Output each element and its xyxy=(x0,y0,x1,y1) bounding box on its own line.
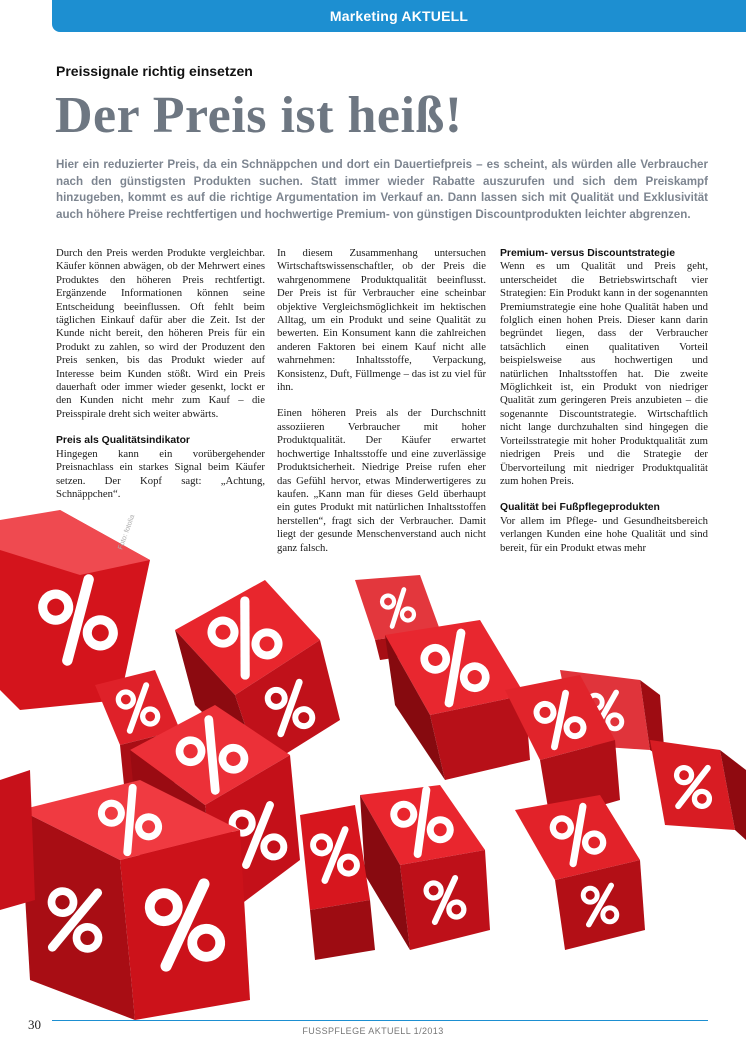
photo-credit: Foto: fotolia xyxy=(117,513,137,551)
subheading: Preis als Qualitätsindikator xyxy=(56,435,190,447)
footer-rule xyxy=(52,1020,708,1021)
subheading: Premium- versus Discountstrategie xyxy=(500,248,675,259)
paragraph: In diesem Zusammenhang untersuchen Wirtschaftswissenschaftler, ob der Preis die wahrgenommene Produktqualität beeinflusst. Der Preis ist für Verbraucher eine scheinbar objektive Vergleichsmöglichkeit im hektischen Alltag, um ein Produkt und seine Qualität zu bewerten. Ein Konsument kann die zahlreichen anderen Faktoren bei einem Kauf nicht alle wahrnehmen: Inhaltsstoffe, Verpackung, Konsistenz, Duft, Füllmenge – das ist zu viel für ihn. xyxy=(277,247,486,394)
paragraph: Vor allem im Pflege- und Gesundheitsbereich verlangen Kunden eine hohe Qualität und sind bereit, für ein Produkt etwas mehr xyxy=(500,514,708,554)
cube xyxy=(0,770,35,910)
subheading: Qualität bei Fußpflegeprodukten xyxy=(500,502,660,514)
cube xyxy=(515,795,645,950)
cube xyxy=(650,740,746,840)
article-lead: Hier ein reduzierter Preis, da ein Schnäppchen und dort ein Dauertiefpreis – es scheint, als würden alle Verbraucher nach den günstigsten Produkten suchen. Statt immer wieder Rabatte auszurufen und sich dem Preiskampf hinzugeben, kommt es auf die richtige Argumentation im Verkauf an. Dann lassen sich mit Qualität und Exklusivität auch höhere Preise rechtfertigen und hochwertige Premium- von günstigen Discountprodukten leichter abgrenzen. xyxy=(56,158,708,221)
publication-footer: FUSSPFLEGE AKTUELL 1/2013 xyxy=(302,1026,444,1036)
cube xyxy=(360,785,490,950)
paragraph: Wenn es um Qualität und Preis geht, unterscheidet die Betriebswirtschaft vier Strategien: Ein Produkt kann in der sogenannten Premiumstrategie eine hohe Qualität haben und folglich einen hohen Preis. Dieser kann darin begründet liegen, dass der Verbraucher tatsächlich einen qualitativen Vorteil beispielsweise aus hochwertigen und natürlichen Inhaltsstoffen hat. Die zweite Möglichkeit ist, ein Produkt von niedriger Qualität zum geringeren Preis anzubieten – die sogenannte Discountstrategie. Wirtschaftlich nicht lange durchzuhalten sind hingegen die Vorteilsstrategie mit hoher Produktqualität zum niedrigen Preis und die Strategie der Übervorteilung mit niedriger Produktqualität zum hohen Preis. xyxy=(500,260,708,487)
text-column-1 xyxy=(56,247,265,514)
cube xyxy=(385,620,530,780)
article-headline: Der Preis ist heiß! xyxy=(55,87,463,144)
section-header-bar xyxy=(52,0,746,32)
paragraph: Einen höheren Preis als der Durchschnitt assoziieren Verbraucher mit hoher Produktqualität. Der Käufer erwartet hochwertige Inhaltsstoffe und eine zuverlässige Produktsicherheit. Niedrige Preise rufen eher das Gefühl hervor, etwas Minderwertigeres zu kaufen. „Kann man für dieses Geld überhaupt ein gutes Produkt mit natürlichen Inhaltsstoffen herstellen“, fragt sich der Verbraucher. Damit liegt der gesunde Menschenverstand auch nicht ganz falsch. xyxy=(277,407,486,554)
percent-cubes-illustration xyxy=(0,480,746,1020)
section-title: Marketing AKTUELL xyxy=(329,8,469,24)
article-kicker: Preissignale richtig einsetzen xyxy=(56,63,253,79)
paragraph: Durch den Preis werden Produkte vergleichbar. Käufer können abwägen, ob der Mehrwert eines Produktes den höheren Preis rechtfertigt. Ergänzende Informationen können seine Entscheidung beeinflussen. Oft fehlt beim täglichen Einkauf dafür aber die Zeit. Ist der Kunde nicht bereit, den höheren Preis für ein Produkt zu zahlen, so wird der Produzent den Preis senken, bis das Produkt wieder auf Interesse beim Kunden stößt. Wird ein Preis dauerhaft oder immer wieder gesenkt, lockt er den Kunden nicht mehr zum Kauf – die Preisspirale dreht sich weiter abwärts. xyxy=(56,247,265,420)
page-number: 30 xyxy=(28,1017,41,1032)
paragraph: Hingegen kann ein vorübergehender Preisnachlass ein starkes Signal beim Käufer setzen. Der Kopf sagt: „Achtung, Schnäppchen“. xyxy=(56,447,265,500)
